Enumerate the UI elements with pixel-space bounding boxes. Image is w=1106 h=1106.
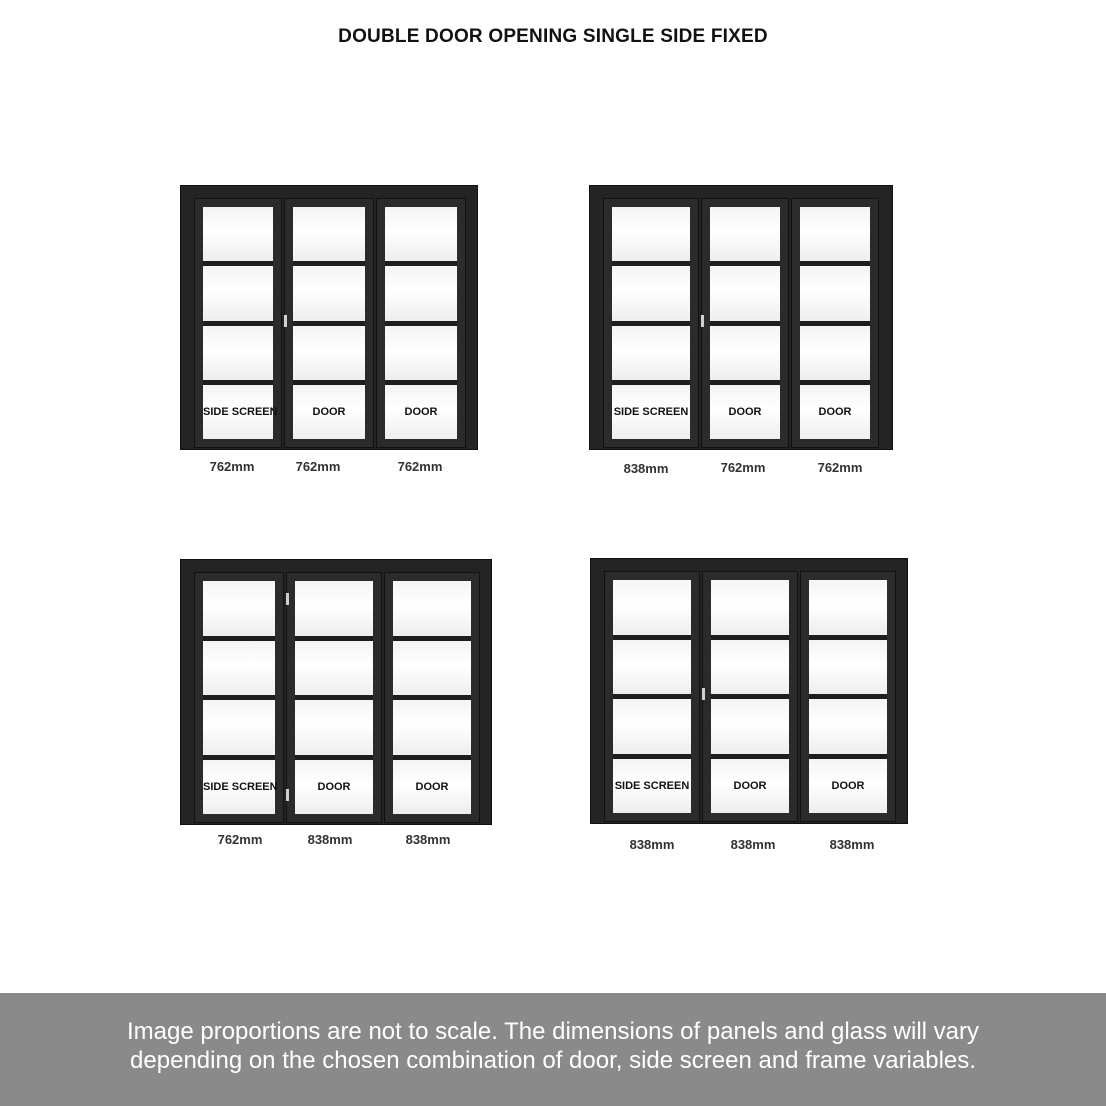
disclaimer-banner	[0, 993, 1106, 1106]
glass-grid	[203, 207, 278, 439]
glass-pane	[800, 266, 870, 320]
glass-pane	[393, 700, 471, 755]
panel-label: DOOR	[415, 780, 449, 793]
panel-label: DOOR	[312, 405, 346, 418]
hinge-icon	[701, 315, 704, 327]
door-panel	[384, 572, 480, 823]
glass-grid	[800, 207, 870, 439]
side-screen-panel	[194, 572, 284, 823]
door-panel	[376, 198, 466, 448]
panel-width: 838mm	[730, 837, 776, 852]
side-screen-panel	[194, 198, 282, 448]
glass-pane	[613, 699, 691, 754]
glass-pane	[711, 759, 789, 814]
glass-pane	[295, 700, 373, 755]
panel-width: 838mm	[623, 461, 669, 476]
panel-width: 838mm	[405, 832, 451, 847]
door-frame	[589, 185, 893, 450]
glass-pane	[612, 266, 690, 320]
glass-pane	[385, 385, 457, 439]
glass-pane	[293, 266, 365, 320]
glass-pane	[293, 326, 365, 380]
panel-width: 762mm	[397, 459, 443, 474]
glass-pane	[809, 699, 887, 754]
glass-grid	[612, 207, 690, 439]
glass-pane	[393, 760, 471, 815]
door-panel	[284, 198, 374, 448]
glass-grid	[809, 580, 887, 813]
glass-pane	[203, 207, 273, 261]
glass-pane	[612, 326, 690, 380]
panel-label: DOOR	[404, 405, 438, 418]
glass-grid	[613, 580, 691, 813]
glass-grid	[293, 207, 365, 439]
disclaimer-line-1: Image proportions are not to scale. The dimensions of panels and glass will vary	[126, 1018, 979, 1045]
glass-pane	[385, 266, 457, 320]
glass-pane	[295, 641, 373, 696]
door-frame	[180, 185, 478, 450]
panel-label: DOOR	[818, 405, 852, 418]
panel-label: SIDE SCREEN	[614, 779, 690, 792]
glass-pane	[613, 640, 691, 695]
glass-pane	[809, 580, 887, 635]
panel-width: 762mm	[720, 460, 766, 475]
panel-label: DOOR	[733, 779, 767, 792]
glass-pane	[203, 760, 278, 815]
glass-pane	[800, 207, 870, 261]
glass-pane	[203, 641, 275, 696]
side-screen-panel	[604, 571, 700, 822]
panel-label: DOOR	[317, 780, 351, 793]
panel-label: SIDE SCREEN	[203, 405, 278, 418]
panel-width: 838mm	[307, 832, 353, 847]
glass-pane	[393, 641, 471, 696]
glass-pane	[295, 760, 373, 815]
glass-pane	[295, 581, 373, 636]
glass-pane	[203, 385, 278, 439]
panel-label: DOOR	[831, 779, 865, 792]
glass-pane	[385, 207, 457, 261]
door-panel	[702, 571, 798, 822]
glass-pane	[710, 326, 780, 380]
glass-pane	[711, 580, 789, 635]
glass-pane	[710, 266, 780, 320]
hinge-icon	[286, 789, 289, 801]
door-panel	[791, 198, 879, 448]
glass-pane	[612, 207, 690, 261]
glass-pane	[203, 581, 275, 636]
glass-grid	[385, 207, 457, 439]
glass-grid	[710, 207, 780, 439]
door-frame	[590, 558, 908, 824]
panel-width: 762mm	[295, 459, 341, 474]
glass-grid	[295, 581, 373, 814]
glass-pane	[613, 580, 691, 635]
glass-pane	[203, 326, 273, 380]
door-panel	[286, 572, 382, 823]
hinge-icon	[702, 688, 705, 700]
glass-pane	[385, 326, 457, 380]
door-panel	[701, 198, 789, 448]
glass-pane	[711, 640, 789, 695]
glass-grid	[393, 581, 471, 814]
page-title: DOUBLE DOOR OPENING SINGLE SIDE FIXED	[338, 26, 768, 47]
panel-width: 762mm	[217, 832, 263, 847]
hinge-icon	[284, 315, 287, 327]
door-panel	[800, 571, 896, 822]
side-screen-panel	[603, 198, 699, 448]
glass-pane	[293, 385, 365, 439]
glass-pane	[293, 207, 365, 261]
hinge-icon	[286, 593, 289, 605]
panel-width: 838mm	[629, 837, 675, 852]
glass-pane	[203, 266, 273, 320]
glass-pane	[711, 699, 789, 754]
glass-pane	[809, 759, 887, 814]
glass-pane	[800, 326, 870, 380]
glass-pane	[710, 385, 780, 439]
door-frame	[180, 559, 492, 825]
glass-pane	[800, 385, 870, 439]
glass-pane	[710, 207, 780, 261]
panel-label: DOOR	[728, 405, 762, 418]
disclaimer-line-2: depending on the chosen combination of door, side screen and frame variables.	[130, 1047, 976, 1074]
glass-pane	[203, 700, 275, 755]
glass-pane	[809, 640, 887, 695]
panel-label: SIDE SCREEN	[203, 780, 278, 793]
panel-width: 762mm	[817, 460, 863, 475]
glass-pane	[613, 759, 691, 814]
glass-grid	[203, 581, 278, 814]
glass-grid	[711, 580, 789, 813]
glass-pane	[612, 385, 690, 439]
panel-width: 762mm	[209, 459, 255, 474]
panel-width: 838mm	[829, 837, 875, 852]
panel-label: SIDE SCREEN	[613, 405, 689, 418]
glass-pane	[393, 581, 471, 636]
